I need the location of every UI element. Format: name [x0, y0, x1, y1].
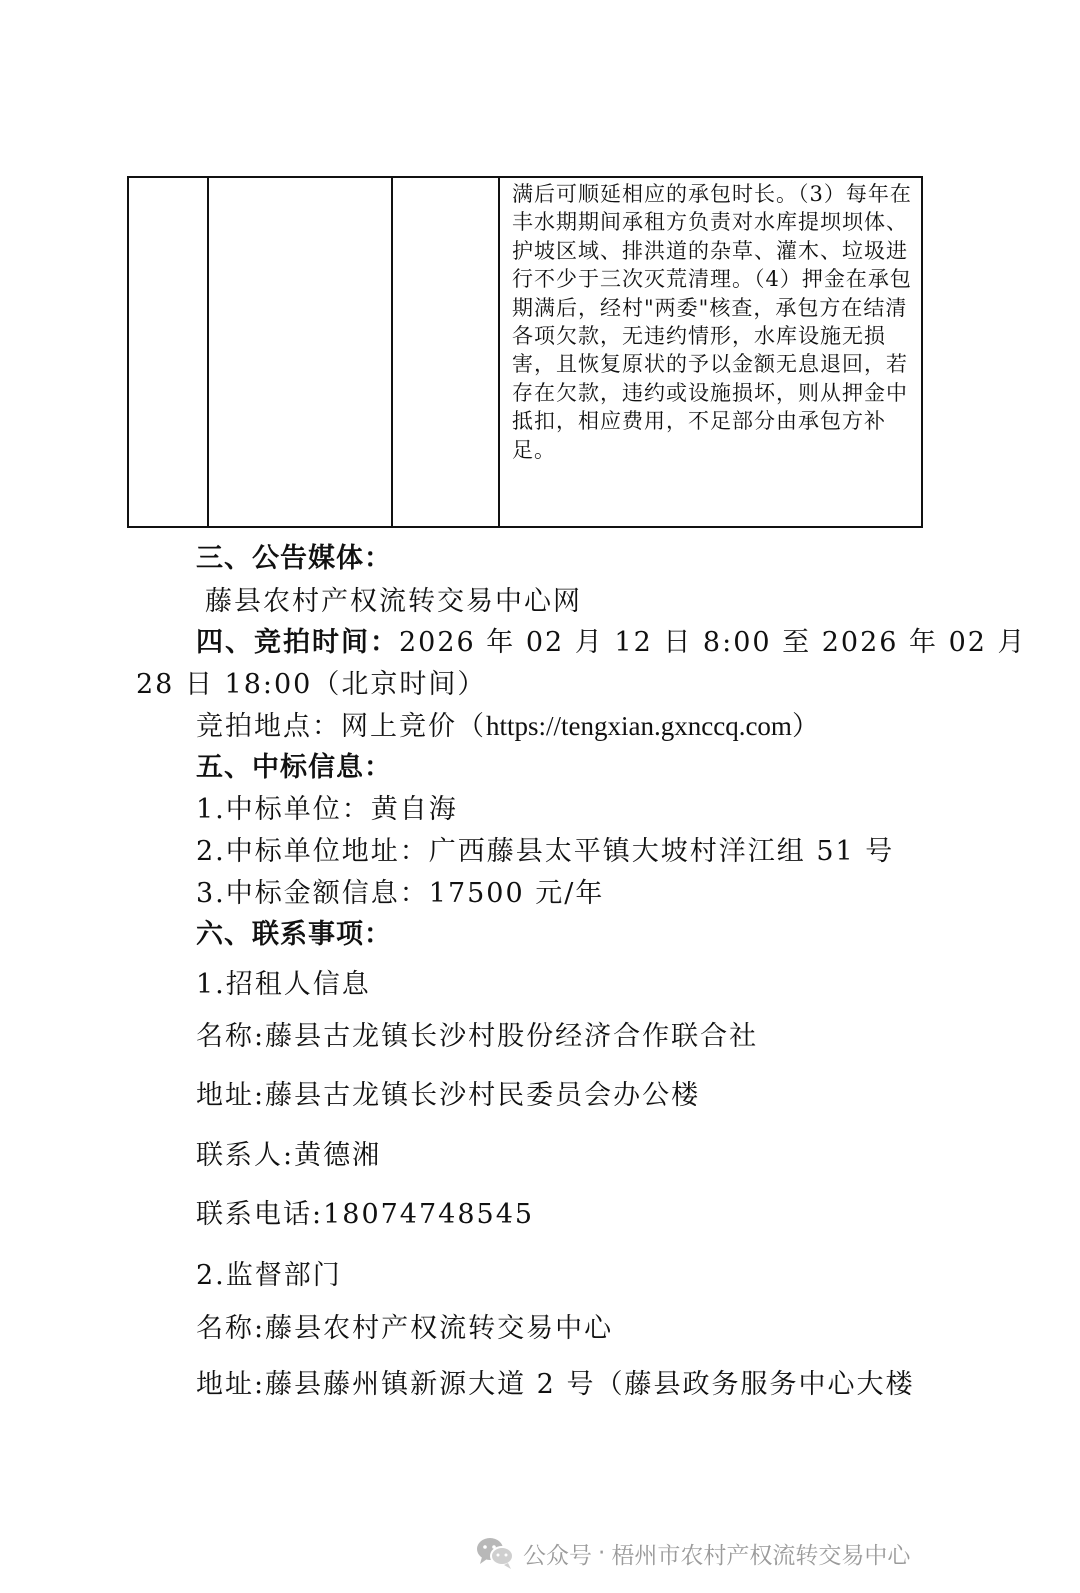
- table-cell-terms: 满后可顺延相应的承包时长。（3）每年在丰水期期间承租方负责对水库提坝坝体、护坡区域、排洪道的杂草、灌木、垃圾进行不少于三次灭荒清理。（4）押金在承包期满后，经村"两委"核查，承包方在结清各项欠款，无违约情形，水库设施无损害，且恢复原状的予以金额无息退回，若存在欠款，违约或设施损坏，则从押金中抵扣，相应费用，不足部分由承包方补足。: [512, 182, 912, 462]
- winner-address: 2.中标单位地址：广西藤县太平镇大坡村洋江组 51 号: [196, 836, 895, 867]
- lessor-address: 地址:藤县古龙镇长沙村民委员会办公楼: [196, 1080, 701, 1111]
- footer-account: 梧州市农村产权流转交易中心: [611, 1542, 911, 1569]
- lessor-phone: 联系电话:18074748545: [196, 1199, 535, 1230]
- table-divider: [498, 178, 500, 526]
- section-heading-time: 四、竞拍时间：: [196, 627, 399, 658]
- supervisor-name: 名称:藤县农村产权流转交易中心: [196, 1313, 614, 1344]
- footer-separator: ·: [598, 1540, 606, 1566]
- supervisor-address: 地址:藤县藤州镇新源大道 2 号（藤县政务服务中心大楼: [196, 1369, 915, 1400]
- auction-time-line: [196, 620, 1027, 659]
- auction-time-continued: 28 日 18:00（北京时间）: [136, 669, 487, 700]
- table-divider: [391, 178, 393, 526]
- auction-place-close: ）: [791, 711, 821, 742]
- section-heading-contact: 六、联系事项：: [196, 919, 392, 950]
- supervisor-title: 2.监督部门: [196, 1260, 342, 1291]
- table-divider: [207, 178, 209, 526]
- footer-prefix: 公众号: [523, 1542, 592, 1569]
- auction-place-label: 竞拍地点：网上竞价（: [196, 711, 486, 742]
- terms-table: [127, 176, 923, 528]
- auction-url-link[interactable]: https://tengxian.gxnccq.com: [486, 711, 792, 741]
- lessor-name: 名称:藤县古龙镇长沙村股份经济合作联合社: [196, 1021, 759, 1052]
- lessor-contact: 联系人:黄德湘: [196, 1140, 382, 1171]
- wechat-icon: [475, 1535, 515, 1571]
- section-heading-winner: 五、中标信息：: [196, 752, 392, 783]
- winner-amount: 3.中标金额信息：17500 元/年: [196, 878, 605, 909]
- auction-place-line: [196, 704, 821, 743]
- section-heading-media: 三、公告媒体：: [196, 543, 392, 574]
- auction-time-value: 2026 年 02 月 12 日 8:00 至 2026 年 02 月: [399, 627, 1027, 658]
- winner-unit: 1.中标单位：黄自海: [196, 794, 458, 825]
- lessor-title: 1.招租人信息: [196, 969, 371, 1000]
- media-name: 藤县农村产权流转交易中心网: [205, 586, 582, 617]
- footer-watermark: [475, 1533, 910, 1573]
